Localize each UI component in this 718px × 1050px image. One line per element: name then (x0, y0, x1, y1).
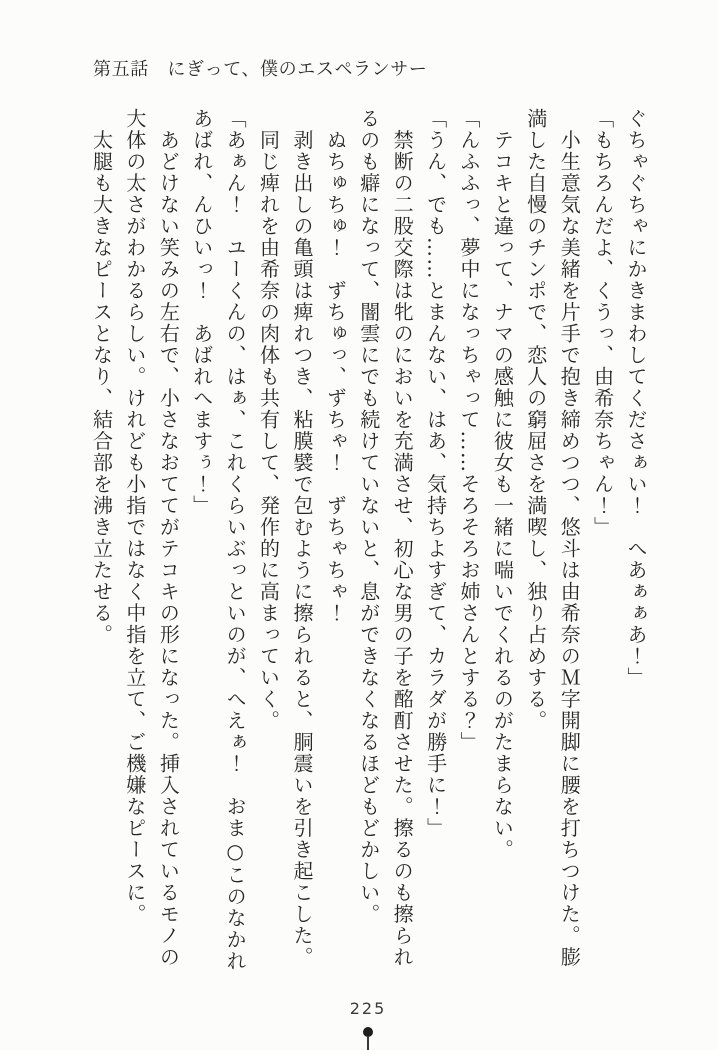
text-column: ぐちゃぐちゃにかきまわしてくださぁい！ へあぁぁあ！」 (624, 108, 648, 689)
text-column: るのも癖になって、闇雲にでも続けていないと、息ができなくなるほどもどかしい。 (356, 108, 381, 925)
text-column: 「んふふっ、夢中になっちゃって……そろそろお姉さんとする？」 (456, 108, 481, 753)
text-column: 大体の太さがわかるらしい。けれども小指ではなく中指を立て、ご機嫌なピースに。 (122, 108, 147, 925)
text-column: ぬちゅちゅ！ ずちゅっ、ずちゃ！ ずちゃちゃ！ (323, 108, 348, 624)
text-column: 太腿も大きなピースとなり、結合部を沸き立たせる。 (89, 108, 114, 646)
text-column: 剥き出しの亀頭は痺れつき、粘膜襞で包むように擦られると、胴震いを引き起こした。 (289, 108, 314, 968)
text-column: 「あぁん！ ユーくんの、はぁ、これくらいぶっといのが、へえぁ！ おま○このなかれ (223, 108, 248, 972)
center-mark-stem (367, 1036, 369, 1050)
text-column: あばれ、んひいっ！ あばれへますぅ！」 (189, 108, 214, 517)
text-column: 禁断の二股交際は牝のにおいを充満させ、初心な男の子を酩酊させた。擦るのも擦られ (390, 108, 415, 968)
text-column: 同じ痺れを由希奈の肉体も共有して、発作的に高まっていく。 (256, 108, 281, 732)
text-column: 満した自慢のチンポで、恋人の窮屈さを満喫し、独り占めする。 (523, 108, 548, 732)
text-column: テコキと違って、ナマの感触に彼女も一緒に喘いでくれるのがたまらない。 (490, 108, 515, 861)
chapter-header: 第五話 にぎって、僕のエスペランサー (93, 59, 428, 80)
text-column: 「もちろんだよ、くうっ、由希奈ちゃん！」 (590, 108, 615, 538)
text-column: 小生意気な美緒を片手で抱き締めつつ、悠斗は由希奈のＭ字開脚に腰を打ちつけた。膨 (557, 108, 582, 968)
page-number: 225 (349, 999, 387, 1018)
center-mark-icon (363, 1027, 373, 1050)
body-text (82, 108, 652, 980)
text-column: あどけない笑みの左右で、小さなおててがテコキの形になった。挿入されているモノの (156, 108, 181, 968)
text-column: 「うん、でも……とまんない、はあ、気持ちよすぎて、カラダが勝手に！」 (423, 108, 448, 839)
